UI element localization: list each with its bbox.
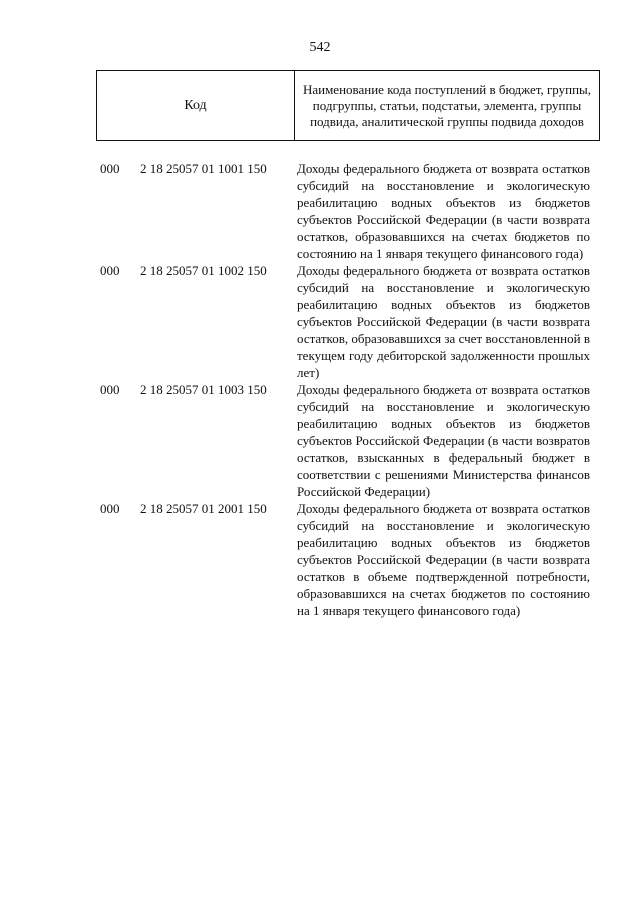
- revenue-name: Доходы федерального бюджета от возврата остатков субсидий на восстановление и экологическую реабилитацию водных объектов из бюджетов субъектов Российской Федерации (в части возвратов остатков, взысканных в федеральный бюджет в соответствии с решениями Министерства финансов Российской Федерации): [297, 382, 590, 499]
- admin-code: 000: [100, 263, 120, 278]
- revenue-name: Доходы федерального бюджета от возврата остатков субсидий на восстановление и экологическую реабилитацию водных объектов из бюджетов субъектов Российской Федерации (в части возврата остатков в объеме подтвержденной потребности, образовавшихся на счетах бюджетов по состоянию на 1 января текущего финансового года): [297, 501, 590, 618]
- column-header-name: Наименование кода поступлений в бюджет, группы, подгруппы, статьи, подстатьи, элемента, группы подвида, аналитической группы подвида доходов: [302, 81, 592, 129]
- table-row: [100, 160, 600, 262]
- table-row: [100, 500, 600, 619]
- table-header: [96, 70, 600, 141]
- admin-code: 000: [100, 501, 120, 516]
- table-body: [100, 160, 600, 619]
- admin-code: 000: [100, 382, 120, 397]
- revenue-name: Доходы федерального бюджета от возврата остатков субсидий на восстановление и экологическую реабилитацию водных объектов из бюджетов субъектов Российской Федерации (в части возврата остатков, образовавшихся на счетах бюджетов по состоянию на 1 января текущего финансового года): [297, 161, 590, 261]
- table-row: [100, 381, 600, 500]
- page-number: 542: [309, 40, 331, 55]
- table-row: [100, 262, 600, 381]
- admin-code: 000: [100, 161, 120, 176]
- revenue-code: 2 18 25057 01 1002 150: [140, 263, 267, 278]
- column-header-code: Код: [97, 71, 295, 140]
- revenue-name: Доходы федерального бюджета от возврата остатков субсидий на восстановление и экологическую реабилитацию водных объектов из бюджетов субъектов Российской Федерации (в части возврата остатков, образовавшихся за счет восстановленной в текущем году дебиторской задолженности прошлых лет): [297, 263, 590, 380]
- revenue-code: 2 18 25057 01 1003 150: [140, 382, 267, 397]
- revenue-code: 2 18 25057 01 1001 150: [140, 161, 267, 176]
- revenue-code: 2 18 25057 01 2001 150: [140, 501, 267, 516]
